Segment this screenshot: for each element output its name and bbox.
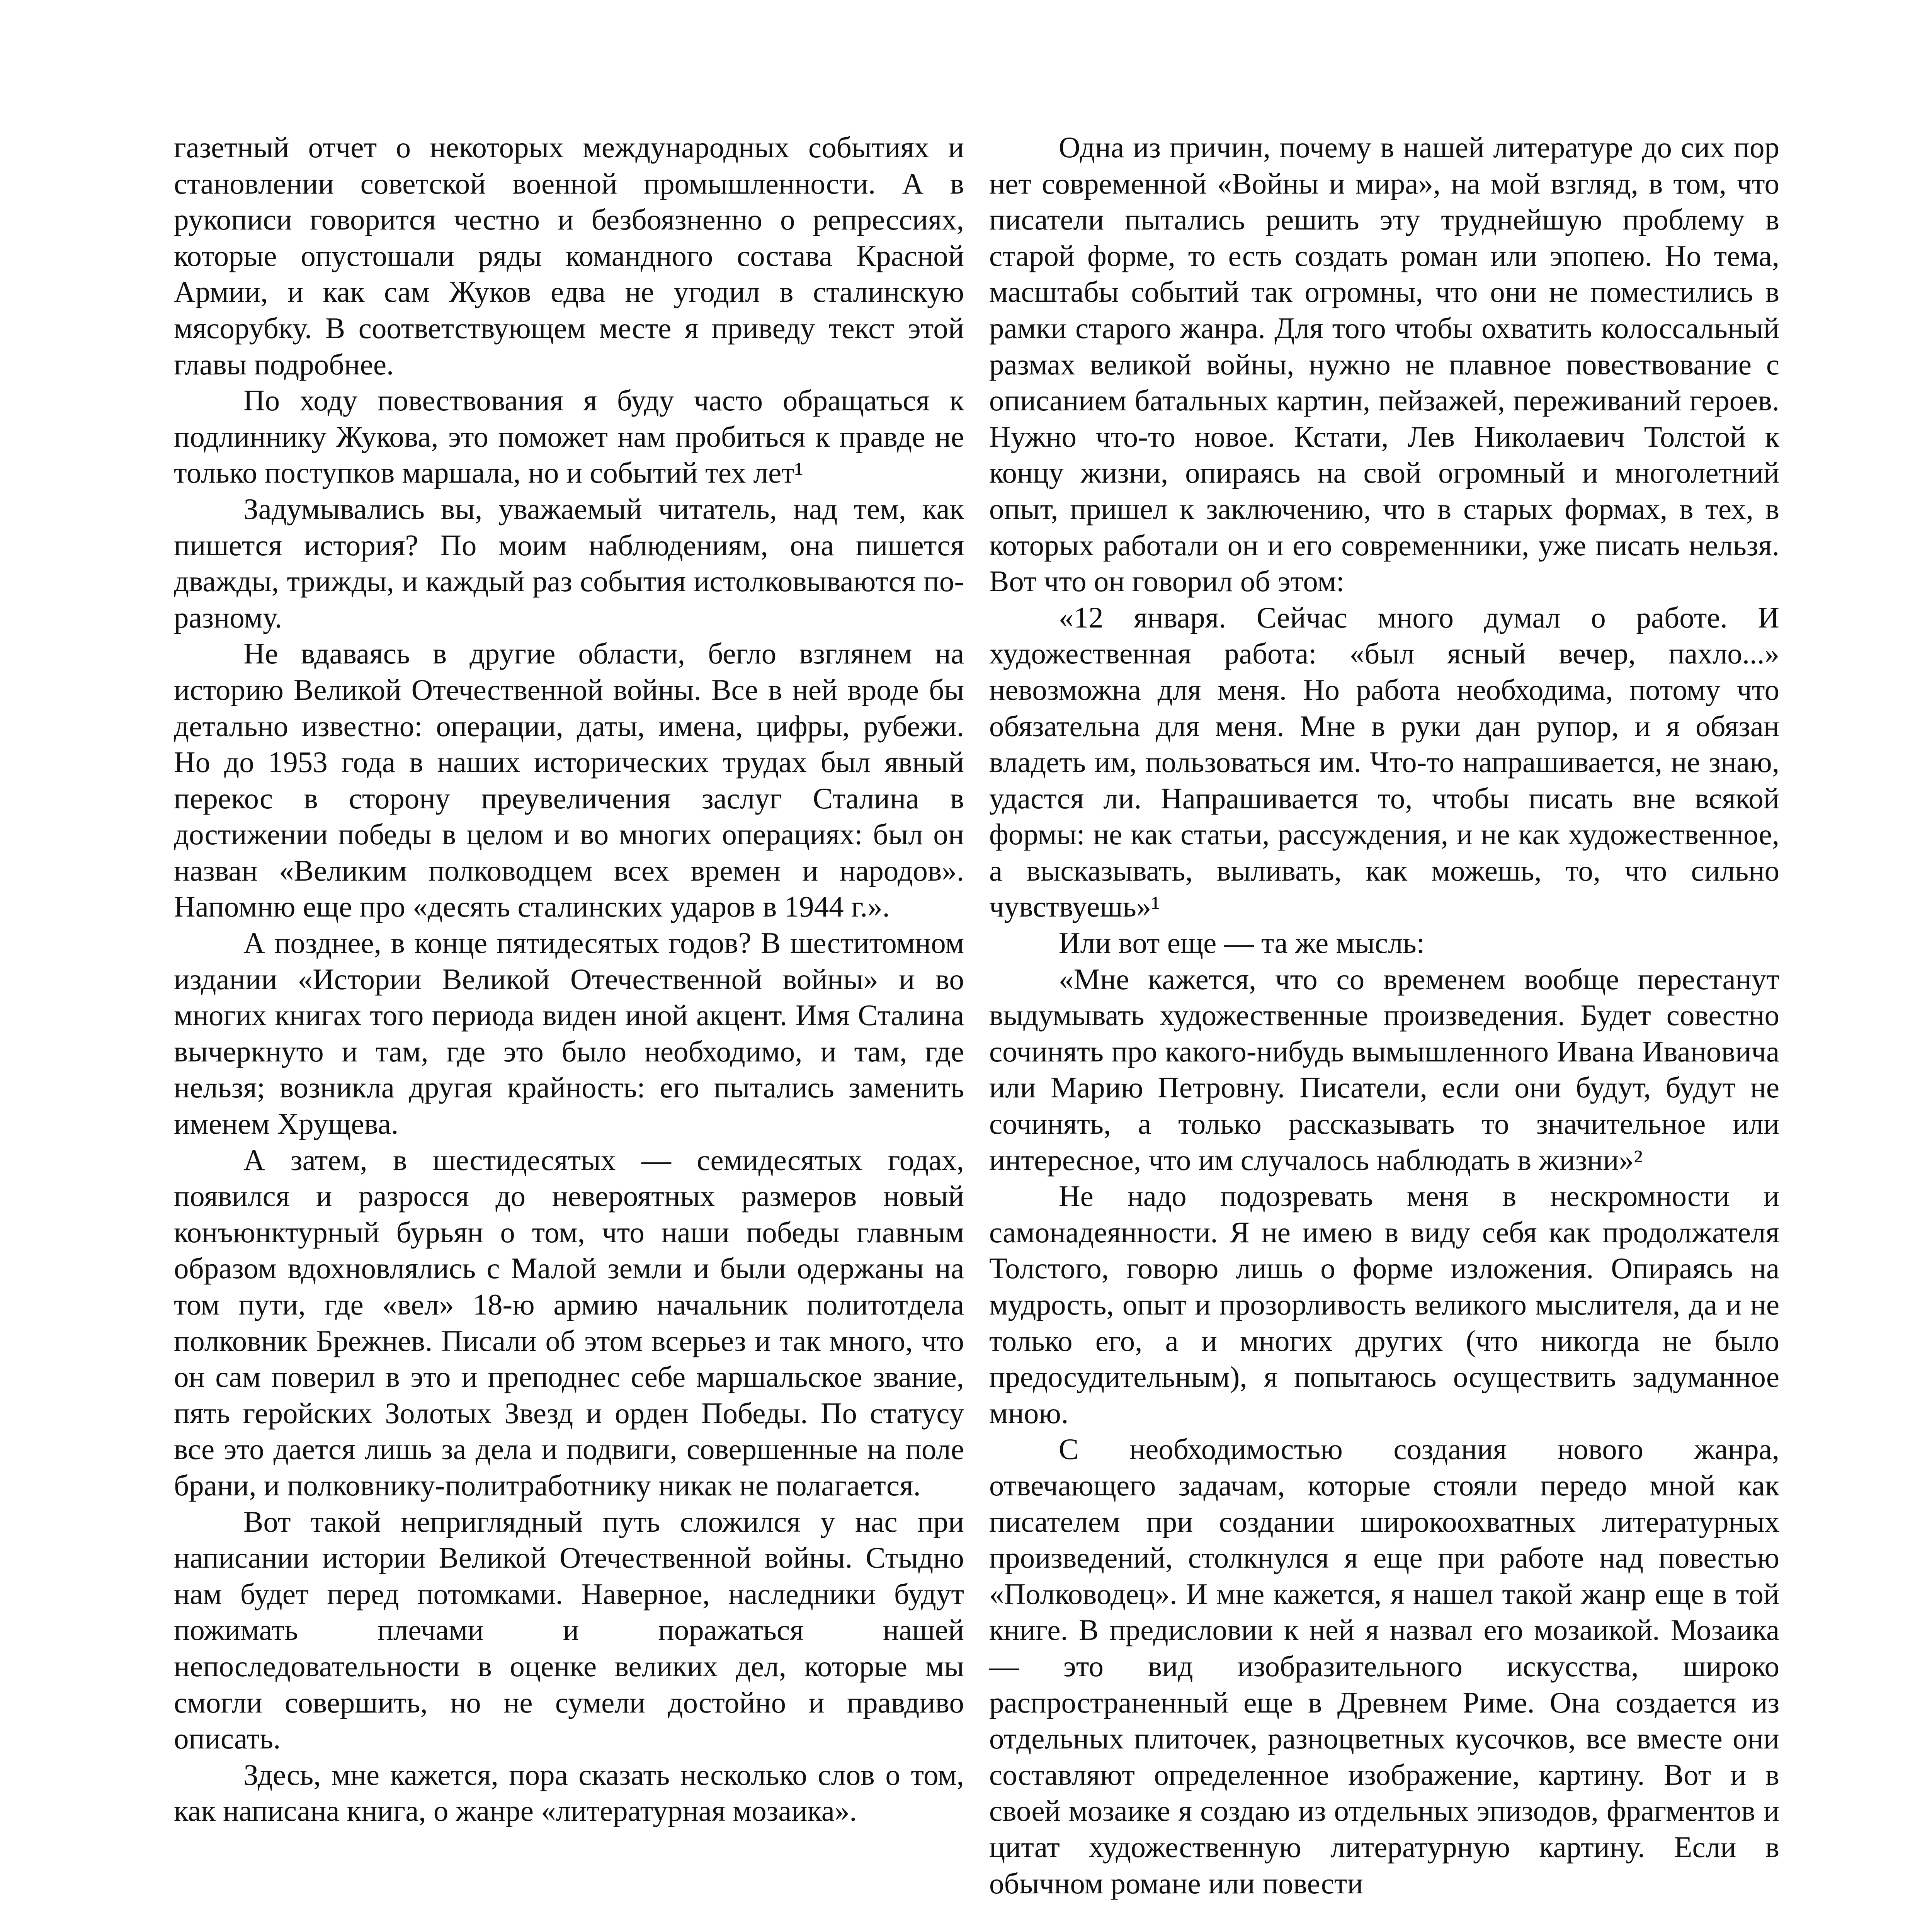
left-column [174, 129, 964, 1829]
paragraph: С необходимостью создания нового жанра, отвечающего задачам, которые стояли передо мной как писателем при создании широкоохватных литературных произведений, столкнулся я еще при работе над повестью «Полководец». И мне кажется, я нашел такой жанр еще в той книге. В предисловии к ней я назвал его мозаикой. Мозаика — это вид изобразительного искусства, широко распространенный еще в Древнем Риме. Она создается из отдельных плиточек, разноцветных кусочков, все вместе они составляют определенное изображение, картину. Вот и в своей мозаике я создаю из отдельных эпизодов, фрагментов и цитат художественную литературную картину. Если в обычном романе или повести [989, 1432, 1779, 1900]
paragraph: А позднее, в конце пятидесятых годов? В шеститомном издании «Истории Великой Отечественной войны» и во многих книгах того периода виден иной акцент. Имя Сталина вычеркнуто и там, где это было необходимо, и там, где нельзя; возникла другая крайность: его пытались заменить именем Хрущева. [174, 926, 964, 1141]
paragraph: Здесь, мне кажется, пора сказать несколько слов о том, как написана книга, о жанре «литературная мозаика». [174, 1758, 964, 1828]
paragraph: Или вот еще — та же мысль: [1059, 926, 1425, 960]
paragraph: газетный отчет о некоторых международных событиях и становлении советской военной промышленности. А в рукописи говорится честно и безбоязненно о репрессиях, которые опустошали ряды командного состава Красной Армии, и как сам Жуков едва не угодил в сталинскую мясорубку. В соответствующем месте я приведу текст этой главы подробнее. [174, 131, 964, 381]
paragraph: Задумывались вы, уважаемый читатель, над тем, как пишется история? По моим наблюдениям, она пишется дважды, трижды, и каждый раз события истолковываются по-разному. [174, 492, 964, 634]
paragraph: Не надо подозревать меня в нескромности и самонадеянности. Я не имею в виду себя как продолжателя Толстого, говорю лишь о форме изложения. Опираясь на мудрость, опыт и прозорливость великого мыслителя, да и не только его, а и многих других (что никогда не было предосудительным), я попытаюсь осуществить задуманное мною. [989, 1179, 1779, 1430]
right-column [989, 129, 1779, 1901]
paragraph: «Мне кажется, что со временем вообще перестанут выдумывать художественные произведения. Будет совестно сочинять про какого-нибудь вымышленного Ивана Ивановича или Марию Петровну. Писатели, если они будут, будут не сочинять, а только рассказывать то значительное или интересное, что им случалось наблюдать в жизни»² [989, 962, 1779, 1177]
paragraph: По ходу повествования я буду часто обращаться к подлиннику Жукова, это поможет нам пробиться к правде не только поступков маршала, но и событий тех лет¹ [174, 384, 964, 490]
paragraph: «12 января. Сейчас много думал о работе. И художественная работа: «был ясный вечер, пахло...» невозможна для меня. Но работа необходима, потому что обязательна для меня. Мне в руки дан рупор, и я обязан владеть им, пользоваться им. Что-то напрашивается, не знаю, удастся ли. Напрашивается то, чтобы писать вне всякой формы: не как статьи, рассуждения, и не как художественное, а высказывать, выливать, как можешь, то, что сильно чувствуешь»¹ [989, 600, 1779, 923]
paragraph: Не вдаваясь в другие области, бегло взглянем на историю Великой Отечественной войны. Все в ней вроде бы детально известно: операции, даты, имена, цифры, рубежи. Но до 1953 года в наших исторических трудах был явный перекос в сторону преувеличения заслуг Сталина в достижении победы в целом и во многих операциях: был он назван «Великим полководцем всех времен и народов». Напомню еще про «десять сталинских ударов в 1944 г.». [174, 637, 964, 923]
paragraph: Одна из причин, почему в нашей литературе до сих пор нет современной «Войны и мира», на мой взгляд, в том, что писатели пытались решить эту труднейшую проблему в старой форме, то есть создать роман или эпопею. Но тема, масштабы событий так огромны, что они не поместились в рамки старого жанра. Для того чтобы охватить колоссальный размах великой войны, нужно не плавное повествование с описанием батальных картин, пейзажей, переживаний героев. Нужно что-то новое. Кстати, Лев Николаевич Толстой к концу жизни, опираясь на свой огромный и многолетний опыт, пришел к заключению, что в старых формах, в тех, в которых работали он и его современники, уже писать нельзя. Вот что он говорил об этом: [989, 131, 1779, 598]
paragraph: Вот такой неприглядный путь сложился у нас при написании истории Великой Отечественной войны. Стыдно нам будет перед потомками. Наверное, наследники будут пожимать плечами и поражаться нашей непоследовательности в оценке великих дел, которые мы смогли совершить, но не сумели достойно и правдиво описать. [174, 1505, 964, 1755]
paragraph: А затем, в шестидесятых — семидесятых годах, появился и разросся до невероятных размеров новый конъюнктурный бурьян о том, что наши победы главным образом вдохновлялись с Малой земли и были одержаны на том пути, где «вел» 18-ю армию начальник политотдела полковник Брежнев. Писали об этом всерьез и так много, что он сам поверил в это и преподнес себе маршальское звание, пять геройских Золотых Звезд и орден Победы. По статусу все это дается лишь за дела и подвиги, совершенные на поле брани, и полковнику-политработнику никак не полагается. [174, 1143, 964, 1502]
